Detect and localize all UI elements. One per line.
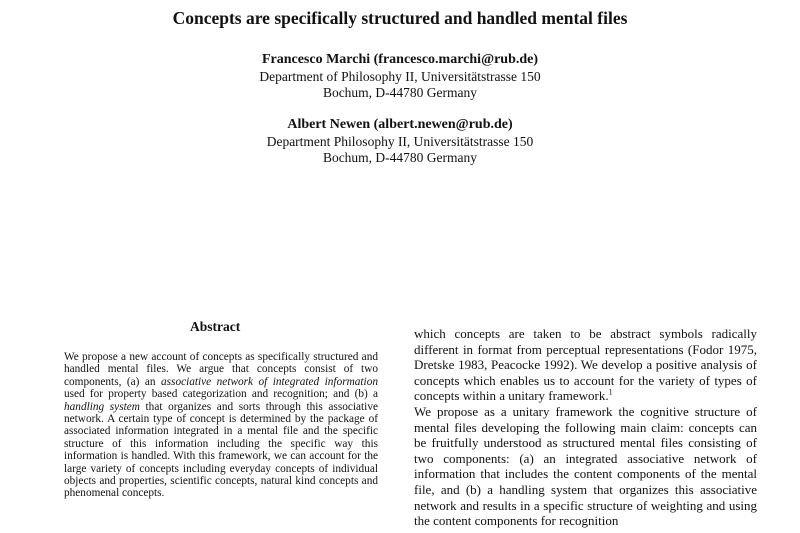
author-block-2 [0, 117, 800, 167]
abstract-text-part: that organizes and sorts through this associative network. A certain type of concept is determined by the package of associated information integrated in a mental file and the specific structure of this information including the specific way this information is handled. With this framework, we can account for the large variety of concepts including everyday concepts of individual objects and properties, scientific concepts, natural kind concepts and phenomenal concepts. [64, 400, 378, 500]
abstract-text-part: We propose a new account of concepts as specifically structured and handled mental files. We argue that concepts consist of two components, (a) an [64, 351, 378, 388]
abstract-text-part: used for property based categorization and recognition; and (b) a [64, 388, 378, 401]
abstract-emphasis: handling system [64, 400, 140, 413]
author-name: Francesco Marchi (francesco.marchi@rub.de) [261, 52, 539, 67]
author-city: Bochum, D-44780 Germany [322, 85, 478, 100]
body-column-right [414, 326, 757, 529]
abstract-text [64, 351, 378, 500]
body-paragraph: We propose as a unitary framework the cognitive structure of mental files developing the following main claim: concepts can be fruitfully understood as structured mental files consisting of two components: (a) an integrated associative network of information that includes the content components of the mental file, and (b) a handling system that organizes this associative network and results in a specific structure of weighting and using the content components for recognition [414, 403, 757, 529]
paper-title: Concepts are specifically structured and handled mental files [172, 8, 628, 28]
body-paragraph-text: which concepts are taken to be abstract symbols radically different in format from perceptual representations (Fodor 1975, Dretske 1983, Peacocke 1992). We develop a positive analysis of concepts which enables us to account for the variety of types of concepts within a unitary framework. [414, 326, 757, 404]
author-name: Albert Newen (albert.newen@rub.de) [287, 117, 513, 132]
body-paragraph [414, 326, 757, 404]
abstract-heading: Abstract [190, 319, 241, 334]
author-city: Bochum, D-44780 Germany [322, 150, 478, 165]
footnote-marker: 1 [608, 388, 613, 398]
abstract-emphasis: associative network of integrated information [161, 375, 378, 388]
author-department: Department Philosophy II, Universitätstrasse 150 [266, 133, 534, 149]
author-block-1 [0, 52, 800, 102]
author-department: Department of Philosophy II, Universitätstrasse 150 [259, 68, 541, 84]
